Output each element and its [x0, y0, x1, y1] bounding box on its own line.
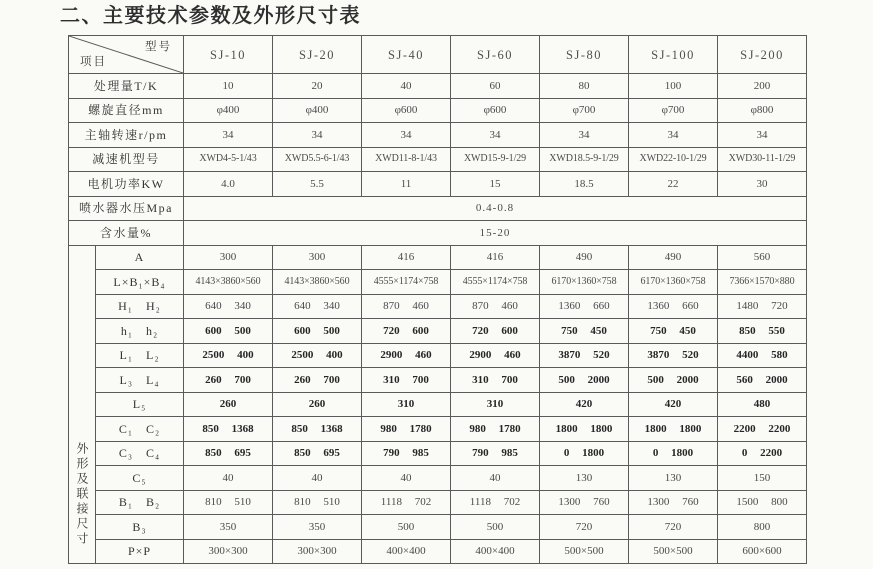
dimension-value-cell: 1800 1800 [629, 417, 718, 442]
dimension-value-cell: 500 2000 [629, 368, 718, 393]
dimension-row [69, 417, 807, 442]
dimension-row-label: L₅ [96, 392, 184, 417]
dimension-row-label: L×B₁×B₄ [96, 270, 184, 295]
dimension-value-cell: 640 340 [273, 294, 362, 319]
dimension-value-cell: 870 460 [362, 294, 451, 319]
dimension-row-label: C₃ C₄ [96, 441, 184, 466]
model-header-sj-80: SJ-80 [540, 36, 629, 74]
spec-value-cell: φ700 [629, 98, 718, 123]
spec-value-cell: 40 [362, 74, 451, 99]
dimension-value-cell: 790 985 [451, 441, 540, 466]
spec-row [69, 123, 807, 148]
spec-value-cell: φ600 [451, 98, 540, 123]
dimension-value-cell: 310 [451, 392, 540, 417]
dimension-row [69, 343, 807, 368]
dimension-value-cell: 300 [273, 245, 362, 270]
dimension-value-cell: 490 [540, 245, 629, 270]
dimension-value-cell: 800 [718, 515, 807, 540]
dimension-value-cell: 500×500 [629, 539, 718, 564]
spec-table [68, 35, 807, 564]
dimension-row [69, 441, 807, 466]
model-header-sj-200: SJ-200 [718, 36, 807, 74]
dimension-value-cell: 850 1368 [184, 417, 273, 442]
spec-value-cell: 10 [184, 74, 273, 99]
dimension-value-cell: 720 600 [362, 319, 451, 344]
dimension-value-cell: 810 510 [184, 490, 273, 515]
spec-row [69, 147, 807, 172]
spec-value-cell: XWD5.5-6-1/43 [273, 147, 362, 172]
dimension-value-cell: 980 1780 [362, 417, 451, 442]
dimension-value-cell: 40 [451, 466, 540, 491]
dimension-value-cell: 1800 1800 [540, 417, 629, 442]
dimension-value-cell: 640 340 [184, 294, 273, 319]
dimension-value-cell: 980 1780 [451, 417, 540, 442]
spec-row [69, 98, 807, 123]
dimension-value-cell: 1360 660 [629, 294, 718, 319]
dimension-value-cell: 1300 760 [629, 490, 718, 515]
spec-value-cell: φ700 [540, 98, 629, 123]
dimension-value-cell: 260 [273, 392, 362, 417]
dimension-value-cell: 416 [451, 245, 540, 270]
dimension-value-cell: 3870 520 [540, 343, 629, 368]
dimension-value-cell: 500 [362, 515, 451, 540]
header-corner-cell [69, 36, 184, 74]
dimension-row-label: A [96, 245, 184, 270]
dimension-value-cell: 0 2200 [718, 441, 807, 466]
dimension-value-cell: 500 [451, 515, 540, 540]
model-header-sj-100: SJ-100 [629, 36, 718, 74]
spec-row [69, 74, 807, 99]
spec-value-cell: φ400 [184, 98, 273, 123]
dimension-value-cell: 3870 520 [629, 343, 718, 368]
dimension-value-cell: 600 500 [184, 319, 273, 344]
dimension-value-cell: 300×300 [273, 539, 362, 564]
spec-row [69, 172, 807, 197]
spec-row-label: 主轴转速r/pm [69, 123, 184, 148]
dimension-value-cell: 310 [362, 392, 451, 417]
spec-value-cell: 34 [184, 123, 273, 148]
dimension-value-cell: 4555×1174×758 [362, 270, 451, 295]
spec-value-cell: XWD4-5-1/43 [184, 147, 273, 172]
spec-value-cell: 100 [629, 74, 718, 99]
spec-row-label: 减速机型号 [69, 147, 184, 172]
dimension-value-cell: 7366×1570×880 [718, 270, 807, 295]
dimension-row [69, 392, 807, 417]
dimension-row [69, 245, 807, 270]
dimension-value-cell: 790 985 [362, 441, 451, 466]
dimension-value-cell: 4400 580 [718, 343, 807, 368]
dimension-value-cell: 2200 2200 [718, 417, 807, 442]
dimension-value-cell: 310 700 [451, 368, 540, 393]
dimension-row [69, 294, 807, 319]
dimension-value-cell: 6170×1360×758 [629, 270, 718, 295]
spec-value-cell: 34 [451, 123, 540, 148]
dimension-value-cell: 0 1800 [629, 441, 718, 466]
dimension-value-cell: 40 [184, 466, 273, 491]
dimension-value-cell: 720 [629, 515, 718, 540]
model-header-sj-40: SJ-40 [362, 36, 451, 74]
spec-row [69, 196, 807, 221]
model-header-sj-60: SJ-60 [451, 36, 540, 74]
dimension-value-cell: 1118 702 [362, 490, 451, 515]
spec-value-cell: 18.5 [540, 172, 629, 197]
dimension-row [69, 515, 807, 540]
dimension-value-cell: 850 695 [184, 441, 273, 466]
dimension-value-cell: 40 [362, 466, 451, 491]
dimension-value-cell: 310 700 [362, 368, 451, 393]
spec-value-cell: 34 [629, 123, 718, 148]
dimension-value-cell: 810 510 [273, 490, 362, 515]
dimension-value-cell: 350 [273, 515, 362, 540]
dimension-row-label: L₁ L₂ [96, 343, 184, 368]
dimension-row-label: P×P [96, 539, 184, 564]
dimension-row-label: C₅ [96, 466, 184, 491]
dimension-value-cell: 400×400 [451, 539, 540, 564]
dimension-row [69, 539, 807, 564]
dimension-value-cell: 350 [184, 515, 273, 540]
item-axis-label: 项目 [80, 56, 107, 68]
dimension-value-cell: 130 [540, 466, 629, 491]
spec-value-cell: 11 [362, 172, 451, 197]
spec-value-cell: XWD18.5-9-1/29 [540, 147, 629, 172]
spec-value-cell: 5.5 [273, 172, 362, 197]
dimension-value-cell: 260 [184, 392, 273, 417]
dimension-value-cell: 560 2000 [718, 368, 807, 393]
dimension-value-cell: 1300 760 [540, 490, 629, 515]
spec-value-cell: 34 [718, 123, 807, 148]
spec-value-cell: 22 [629, 172, 718, 197]
dimension-value-cell: 720 600 [451, 319, 540, 344]
dimension-value-cell: 4143×3860×560 [273, 270, 362, 295]
spec-value-cell: 34 [540, 123, 629, 148]
dimension-row [69, 319, 807, 344]
spec-value-cell: 30 [718, 172, 807, 197]
dimension-value-cell: 600×600 [718, 539, 807, 564]
dimension-value-cell: 2900 460 [362, 343, 451, 368]
dimension-value-cell: 720 [540, 515, 629, 540]
spec-value-cell: φ600 [362, 98, 451, 123]
spec-span-value: 0.4-0.8 [184, 196, 807, 221]
dimension-value-cell: 870 460 [451, 294, 540, 319]
model-header-sj-10: SJ-10 [184, 36, 273, 74]
dimension-value-cell: 500×500 [540, 539, 629, 564]
dimension-row-label: B₃ [96, 515, 184, 540]
dimension-value-cell: 150 [718, 466, 807, 491]
spec-value-cell: 200 [718, 74, 807, 99]
spec-value-cell: XWD22-10-1/29 [629, 147, 718, 172]
spec-row-label: 含水量% [69, 221, 184, 246]
dimension-row-label: H₁ H₂ [96, 294, 184, 319]
dimension-value-cell: 260 700 [273, 368, 362, 393]
dimension-value-cell: 850 550 [718, 319, 807, 344]
spec-value-cell: 80 [540, 74, 629, 99]
dimension-row [69, 270, 807, 295]
dimension-value-cell: 560 [718, 245, 807, 270]
model-header-sj-20: SJ-20 [273, 36, 362, 74]
spec-value-cell: XWD15-9-1/29 [451, 147, 540, 172]
spec-value-cell: 34 [273, 123, 362, 148]
dimension-value-cell: 1118 702 [451, 490, 540, 515]
header-row [69, 36, 807, 74]
spec-value-cell: 60 [451, 74, 540, 99]
spec-row-label: 喷水器水压Mpa [69, 196, 184, 221]
dimension-row-label: h₁ h₂ [96, 319, 184, 344]
dimension-value-cell: 480 [718, 392, 807, 417]
dimension-value-cell: 1360 660 [540, 294, 629, 319]
table-body [69, 36, 807, 564]
dimension-value-cell: 130 [629, 466, 718, 491]
dimension-group-label: 外形及联接尺寸 [75, 441, 89, 547]
dimension-value-cell: 40 [273, 466, 362, 491]
dimension-value-cell: 0 1800 [540, 441, 629, 466]
dimension-value-cell: 850 695 [273, 441, 362, 466]
page-title: 二、主要技术参数及外形尺寸表 [60, 5, 361, 27]
spec-value-cell: 20 [273, 74, 362, 99]
dimension-value-cell: 4143×3860×560 [184, 270, 273, 295]
spec-row-label: 螺旋直径mm [69, 98, 184, 123]
dimension-value-cell: 750 450 [540, 319, 629, 344]
spec-value-cell: φ400 [273, 98, 362, 123]
dimension-value-cell: 4555×1174×758 [451, 270, 540, 295]
dimension-value-cell: 2900 460 [451, 343, 540, 368]
dimension-value-cell: 300 [184, 245, 273, 270]
spec-span-value: 15-20 [184, 221, 807, 246]
dimension-value-cell: 1480 720 [718, 294, 807, 319]
spec-value-cell: XWD11-8-1/43 [362, 147, 451, 172]
dimension-row-label: C₁ C₂ [96, 417, 184, 442]
dimension-row [69, 466, 807, 491]
model-axis-label: 型号 [145, 41, 172, 53]
spec-value-cell: 4.0 [184, 172, 273, 197]
dimension-value-cell: 500 2000 [540, 368, 629, 393]
dimension-value-cell: 850 1368 [273, 417, 362, 442]
dimension-row-label: B₁ B₂ [96, 490, 184, 515]
dimension-group-cell [69, 245, 96, 564]
dimension-value-cell: 2500 400 [184, 343, 273, 368]
dimension-row [69, 368, 807, 393]
spec-value-cell: XWD30-11-1/29 [718, 147, 807, 172]
dimension-value-cell: 400×400 [362, 539, 451, 564]
dimension-value-cell: 416 [362, 245, 451, 270]
spec-value-cell: 34 [362, 123, 451, 148]
spec-row [69, 221, 807, 246]
dimension-value-cell: 1500 800 [718, 490, 807, 515]
dimension-value-cell: 600 500 [273, 319, 362, 344]
spec-row-label: 处理量T/K [69, 74, 184, 99]
dimension-value-cell: 6170×1360×758 [540, 270, 629, 295]
dimension-value-cell: 420 [629, 392, 718, 417]
dimension-row-label: L₃ L₄ [96, 368, 184, 393]
spec-value-cell: φ800 [718, 98, 807, 123]
dimension-value-cell: 2500 400 [273, 343, 362, 368]
dimension-value-cell: 420 [540, 392, 629, 417]
dimension-value-cell: 490 [629, 245, 718, 270]
dimension-value-cell: 300×300 [184, 539, 273, 564]
spec-row-label: 电机功率KW [69, 172, 184, 197]
dimension-value-cell: 750 450 [629, 319, 718, 344]
dimension-row [69, 490, 807, 515]
dimension-value-cell: 260 700 [184, 368, 273, 393]
spec-value-cell: 15 [451, 172, 540, 197]
